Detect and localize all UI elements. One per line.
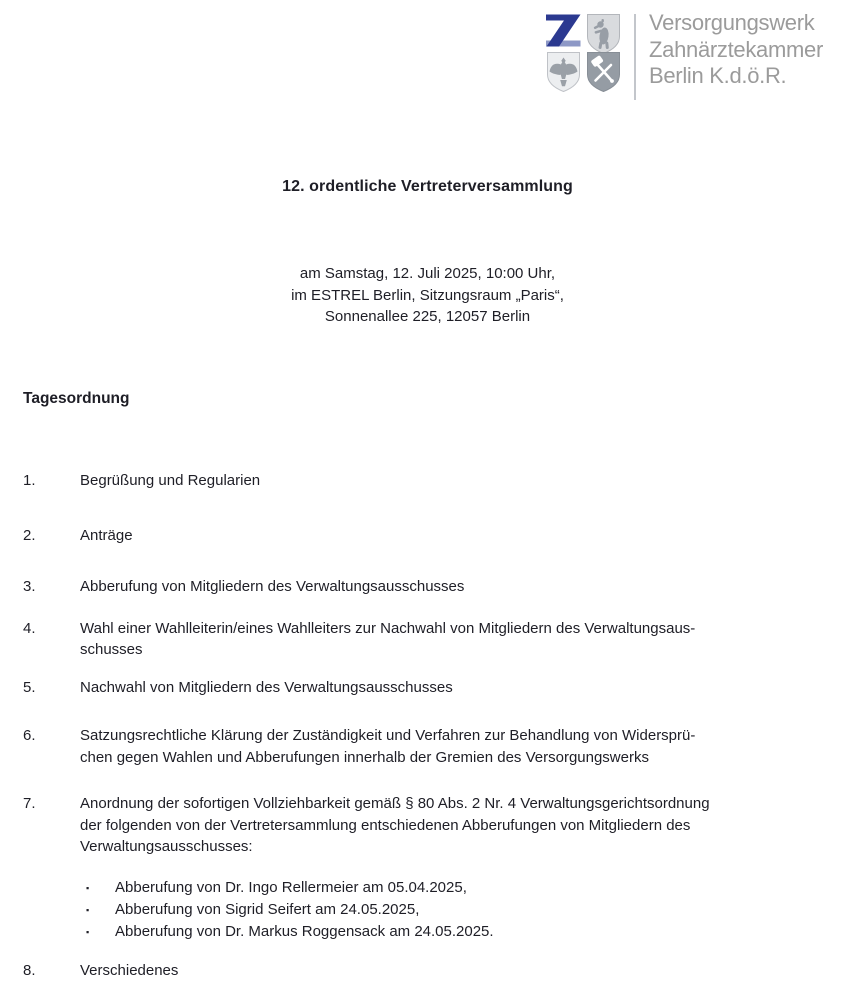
agenda-item-text: Wahl einer Wahlleiterin/eines Wahlleiters zur Nachwahl von Mitgliedern des Verwaltungsaus- — [80, 619, 696, 637]
agenda-item-text: Abberufung von Mitgliedern des Verwaltungsausschusses — [80, 578, 465, 595]
agenda-list — [23, 470, 840, 981]
agenda-sub-item — [80, 877, 840, 899]
document-title: 12. ordentliche Vertreterversammlung — [282, 178, 573, 195]
agenda-sub-item-text: Abberufung von Dr. Markus Roggensack am 24.05.2025. — [115, 922, 494, 940]
brandenburg-eagle-shield-icon — [545, 51, 582, 93]
bullet-icon: ▪ — [86, 904, 90, 915]
agenda-sub-item-text: Abberufung von Dr. Ingo Rellermeier am 05.04.2025, — [115, 878, 467, 896]
agenda-item-text: Satzungsrechtliche Klärung der Zuständigkeit und Verfahren zur Behandlung von Widersprü- — [80, 727, 696, 744]
agenda-sub-item — [80, 899, 840, 921]
agenda-item-text: chen gegen Wahlen und Abberufungen innerhalb der Gremien des Versorgungswerks — [80, 748, 649, 766]
event-date-line: am Samstag, 12. Juli 2025, 10:00 Uhr, — [299, 265, 556, 282]
logo-emblem-grid — [545, 13, 622, 93]
agenda-item-number: 6. — [23, 727, 36, 744]
agenda-item-4 — [23, 618, 840, 661]
agenda-item-text: Verschiedenes — [80, 961, 179, 979]
logo-divider — [634, 14, 636, 100]
org-name — [649, 10, 823, 90]
bullet-icon: ▪ — [86, 882, 90, 893]
agenda-item-number: 7. — [23, 795, 36, 812]
agenda-sub-item — [80, 921, 840, 943]
agenda-item-number: 3. — [23, 578, 36, 595]
agenda-item-2 — [23, 525, 840, 547]
org-logo — [545, 10, 824, 100]
agenda-item-text: Begrüßung und Regularien — [80, 472, 261, 489]
agenda-item-text: Nachwahl von Mitgliedern des Verwaltungsausschusses — [80, 678, 453, 696]
agenda-heading: Tagesordnung — [23, 390, 130, 407]
agenda-sub-item-text: Abberufung von Sigrid Seifert am 24.05.2025, — [115, 900, 420, 918]
agenda-item-text: der folgenden von der Vertretersammlung entschiedenen Abberufungen von Mitgliedern des — [80, 816, 691, 834]
agenda-item-number: 2. — [23, 526, 36, 544]
event-address-line: Sonnenallee 225, 12057 Berlin — [324, 308, 531, 325]
event-location-line: im ESTREL Berlin, Sitzungsraum „Paris“, — [291, 286, 564, 304]
agenda-item-7 — [23, 793, 840, 943]
agenda-item-8 — [23, 960, 840, 982]
agenda-item-text: Anträge — [80, 526, 133, 544]
bullet-icon: ▪ — [86, 926, 90, 937]
org-name-line: Versorgungswerk — [649, 10, 815, 35]
dental-instruments-shield-icon — [585, 51, 622, 93]
agenda-item-3 — [23, 576, 840, 598]
agenda-item-text: Anordnung der sofortigen Vollziehbarkeit gemäß § 80 Abs. 2 Nr. 4 Verwaltungsgerichtsordnung — [80, 795, 710, 812]
z-monogram-icon — [545, 13, 582, 48]
agenda-item-number: 5. — [23, 678, 36, 696]
agenda-item-5 — [23, 677, 840, 699]
agenda-item-1 — [23, 470, 840, 492]
agenda-item-text: schusses — [80, 641, 143, 658]
agenda-item-number: 4. — [23, 619, 36, 637]
berlin-bear-shield-icon — [585, 13, 622, 55]
event-details — [0, 263, 855, 328]
agenda-item-text: Verwaltungsausschusses: — [80, 838, 253, 855]
agenda-item-6 — [23, 725, 840, 768]
agenda-sub-list — [80, 877, 840, 943]
agenda-item-number: 1. — [23, 472, 36, 489]
org-name-line: Zahnärztekammer — [649, 36, 824, 62]
agenda-item-number: 8. — [23, 961, 36, 979]
org-name-line: Berlin K.d.ö.R. — [649, 63, 787, 88]
